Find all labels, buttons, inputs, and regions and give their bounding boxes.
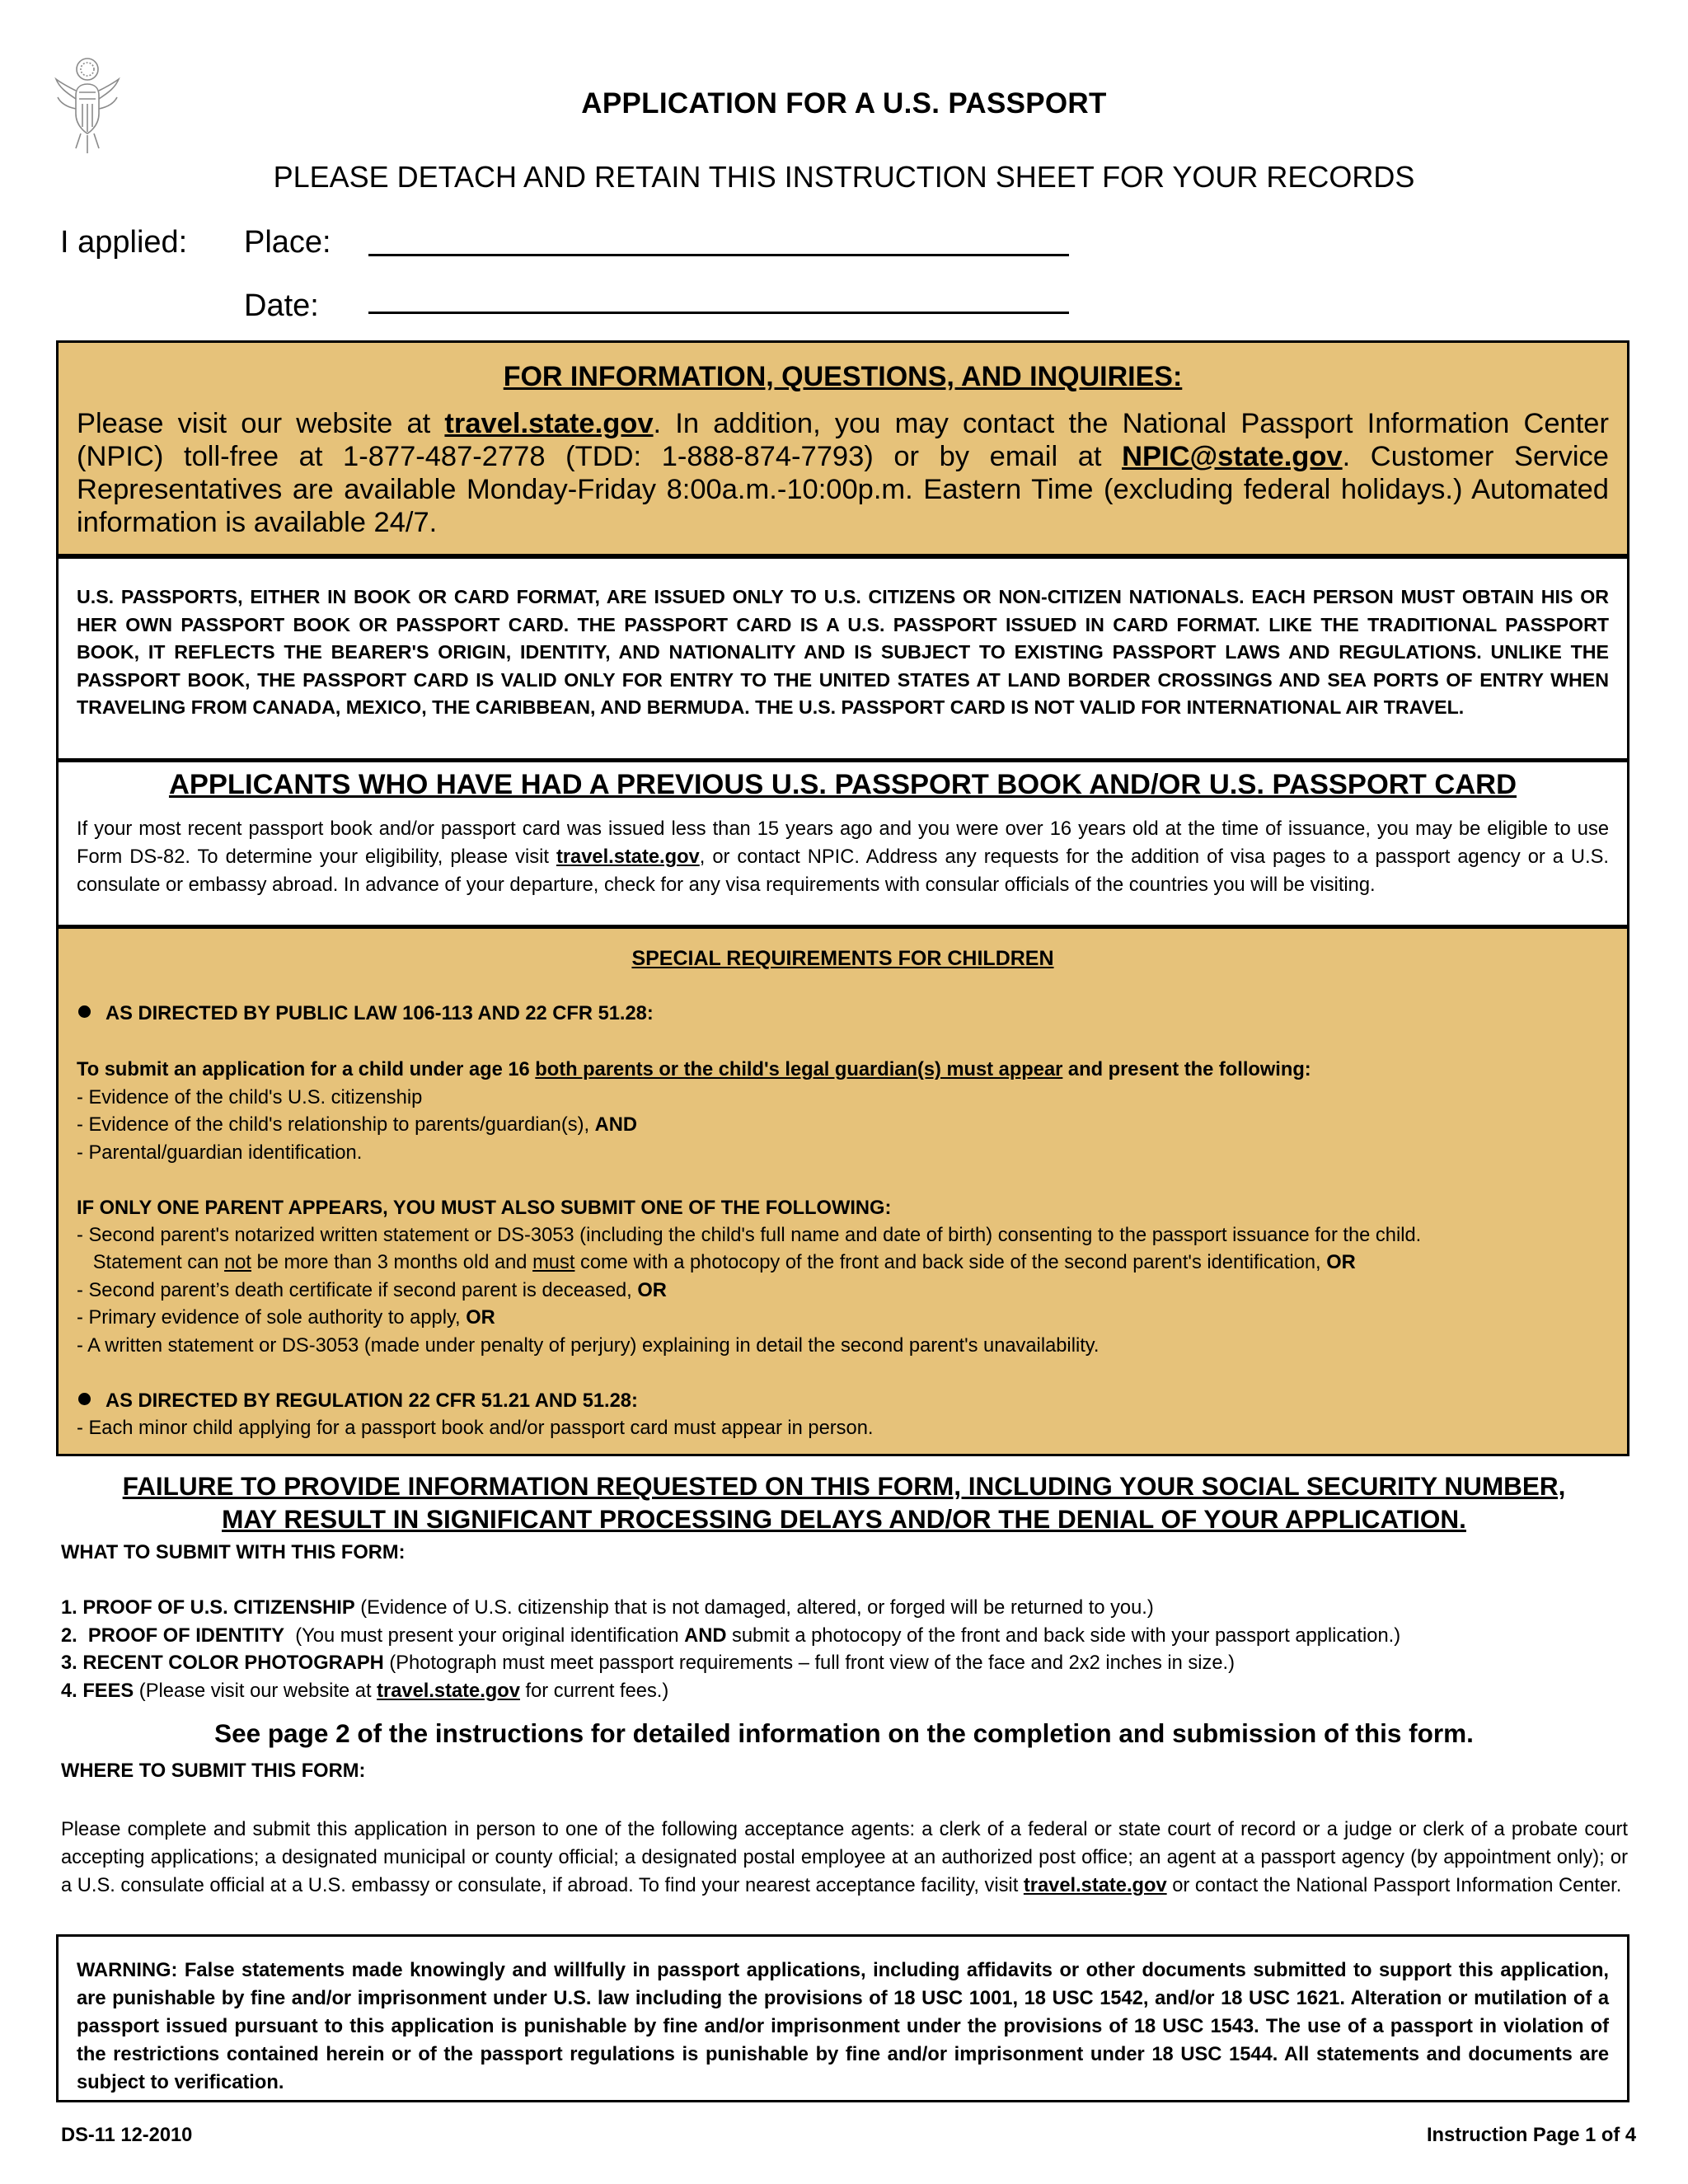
text-part: OR [1326,1252,1356,1273]
previous-text-part: If your most recent passport book and/or passport card was issued less than 15 years ago and you were over 16 years old at the time of issuance, you may be eligible to use Form DS-82. To determine your eligibility, please visit [77,818,1609,868]
list-item [61,1680,668,1703]
text-part: - Evidence of the child's relationship to parents/guardian(s), [77,1114,595,1136]
text-part: be more than 3 months old and [251,1252,533,1273]
place-label: Place: [244,225,331,260]
text-part: OR [637,1280,667,1301]
item-text: (Evidence of U.S. citizenship that is not damaged, altered, or forged will be returned to you.) [354,1597,1154,1619]
information-text-part: Please visit our website at [77,408,445,439]
see-page-note: See page 2 of the instructions for detailed information on the completion and submission of this form. [214,1718,1474,1748]
warning-text: WARNING: False statements made knowingly and willfully in passport applications, including affidavits or other documents submitted to support this application, are punishable by fine and/or imprisonment under U.S. law including the provisions of 18 USC 1001, 18 USC 1542, and/or 18 USC 1621. Alteration or mutilation of a passport issued pursuant to this application is punishable by fine and/or imprisonment under the provisions of 18 USC 1543. The use of a passport in violation of the restrictions contained herein or of the passport regulations is punishable by fine and/or imprisonment under 18 USC 1544. All statements and documents are subject to verification. [77,1960,1609,2093]
item-label: 2. PROOF OF IDENTITY [61,1625,285,1647]
website-link[interactable]: travel.state.gov [556,846,700,868]
list-item: - Parental/guardian identification. [77,1142,363,1164]
text-part: To submit an application for a child under age 16 [77,1059,536,1080]
one-parent-heading: IF ONLY ONE PARENT APPEARS, YOU MUST ALSO SUBMIT ONE OF THE FOLLOWING: [77,1197,892,1219]
list-item [77,1280,1619,1302]
passport-notice-box [56,556,1629,761]
item-text: (Please visit our website at [134,1680,377,1702]
list-item: - Evidence of the child's U.S. citizenship [77,1087,423,1108]
failure-notice-line-1: FAILURE TO PROVIDE INFORMATION REQUESTED ON THIS FORM, INCLUDING YOUR SOCIAL SECURITY NUMBER, [122,1471,1566,1501]
previous-passport-heading: APPLICANTS WHO HAVE HAD A PREVIOUS U.S. PASSPORT BOOK AND/OR U.S. PASSPORT CARD [168,769,1517,800]
passport-notice-text: U.S. PASSPORTS, EITHER IN BOOK OR CARD FORMAT, ARE ISSUED ONLY TO U.S. CITIZENS OR NON-CITIZEN NATIONALS. EACH PERSON MUST OBTAIN HIS OR HER OWN PASSPORT BOOK OR PASSPORT CARD. THE PASSPORT CARD IS A U.S. PASSPORT ISSUED IN CARD FORMAT. LIKE THE TRADITIONAL PASSPORT BOOK, IT REFLECTS THE BEARER'S ORIGIN, IDENTITY, AND NATIONALITY AND IS SUBJECT TO EXISTING PASSPORT LAWS AND REGULATIONS. UNLIKE THE PASSPORT BOOK, THE PASSPORT CARD IS VALID ONLY FOR ENTRY TO THE UNITED STATES AT LAND BORDER CROSSINGS AND SEA PORTS OF ENTRY WHEN TRAVELING FROM CANADA, MEXICO, THE CARIBBEAN, AND BERMUDA. THE U.S. PASSPORT CARD IS NOT VALID FOR INTERNATIONAL AIR TRAVEL. [77,586,1609,718]
text-part: not [224,1252,252,1273]
previous-passport-text [77,815,1609,899]
text-part: must [532,1252,575,1273]
list-item: - Each minor child applying for a passport book and/or passport card must appear in person. [77,1418,874,1439]
page-number: Instruction Page 1 of 4 [1426,2125,1636,2146]
text-part: AND [594,1114,637,1136]
what-to-submit-heading: WHAT TO SUBMIT WITH THIS FORM: [61,1542,406,1563]
date-input-line[interactable] [368,312,1069,314]
text-part: or contact the National Passport Information Center. [1166,1875,1622,1896]
text-part: - Second parent’s death certificate if second parent is deceased, [77,1280,638,1301]
bullet-text: AS DIRECTED BY PUBLIC LAW 106-113 AND 22 CFR 51.28: [106,1003,654,1024]
place-input-line[interactable] [368,254,1069,256]
where-to-submit-text [61,1816,1628,1900]
item-label: 4. FEES [61,1680,134,1702]
children-heading: SPECIAL REQUIREMENTS FOR CHILDREN [631,947,1054,970]
list-item [77,1307,1619,1329]
failure-notice-line-2: MAY RESULT IN SIGNIFICANT PROCESSING DELAYS AND/OR THE DENIAL OF YOUR APPLICATION. [222,1504,1466,1534]
item-text: for current fees.) [519,1680,669,1702]
information-box [56,340,1629,556]
information-text [77,407,1609,539]
text-part: Please complete and submit this application in person to one of the following acceptance agents: a clerk of a federal or state court of record or a judge or clerk of a probate court accepting applications; a designated municipal or county official; a designated postal employee at an authorized post office; an agent at a passport agency (by appointment only); or a U.S. consulate official at a U.S. embassy or consulate, if abroad. To find your nearest acceptance facility, visit [61,1819,1628,1896]
text-part: and present the following: [1062,1059,1311,1080]
list-item [77,1114,1619,1137]
item-text: submit a photocopy of the front and back side with your passport application.) [726,1625,1401,1647]
item-text: (Photograph must meet passport requirements – full front view of the face and 2x2 inches in size.) [383,1652,1236,1674]
list-item [77,1252,1619,1274]
information-text-part: . Customer Service Representatives are available Monday-Friday 8:00a.m.-10:00p.m. Eastern Time (excluding federal holidays.) Automated information is available 24/7. [77,441,1609,538]
page-subtitle: PLEASE DETACH AND RETAIN THIS INSTRUCTION SHEET FOR YOUR RECORDS [273,160,1415,194]
date-label: Date: [244,288,319,323]
text-part: come with a photocopy of the front and back side of the second parent's identification, [574,1252,1327,1273]
item-label: 1. PROOF OF U.S. CITIZENSHIP [61,1597,355,1619]
item-text: AND [684,1625,727,1647]
website-link[interactable]: travel.state.gov [377,1680,520,1702]
information-heading: FOR INFORMATION, QUESTIONS, AND INQUIRIES: [503,361,1183,392]
email-link[interactable]: NPIC@state.gov [1122,441,1343,472]
website-link[interactable]: travel.state.gov [444,408,654,439]
text-part: - Primary evidence of sole authority to apply, [77,1307,467,1329]
previous-passport-box [56,760,1629,927]
warning-box [56,1934,1629,2102]
bullet-icon [78,1005,91,1018]
page-title: APPLICATION FOR A U.S. PASSPORT [581,87,1107,120]
list-item [61,1652,1235,1675]
website-link[interactable]: travel.state.gov [1023,1875,1167,1896]
text-part: both parents or the child's legal guardian(s) must appear [535,1059,1063,1080]
bullet-text: AS DIRECTED BY REGULATION 22 CFR 51.21 AND 51.28: [106,1390,638,1412]
list-item [61,1597,1154,1619]
item-label: 3. RECENT COLOR PHOTOGRAPH [61,1652,384,1674]
bullet-icon [78,1393,91,1405]
bullet-regulation [77,1390,1619,1413]
list-item: - A written statement or DS-3053 (made under penalty of perjury) explaining in detail the second parent's unavailability. [77,1335,1100,1357]
where-to-submit-heading: WHERE TO SUBMIT THIS FORM: [61,1760,366,1782]
applied-label: I applied: [60,225,188,260]
text-part: Statement can [77,1252,225,1273]
bullet-public-law [77,1003,1619,1025]
submit-instruction [77,1059,1619,1081]
information-text-part: . In addition, you may contact the National Passport Information Center (NPIC) toll-free at 1-877-487-2778 (TDD: 1-888-874-7793) or by email at [77,408,1609,472]
list-item: - Second parent's notarized written statement or DS-3053 (including the child's full name and date of birth) consenting to the passport issuance for the child. [77,1225,1422,1246]
children-requirements-box [56,926,1629,1456]
text-part: OR [466,1307,495,1329]
item-text: (You must present your original identification [284,1625,685,1647]
list-item [61,1625,1400,1647]
form-id: DS-11 12-2010 [61,2125,193,2146]
previous-text-part: , or contact NPIC. Address any requests for the addition of visa pages to a passport agency or a U.S. consulate or embassy abroad. In advance of your departure, check for any visa requirements with consular officials of the countries you will be visiting. [77,846,1610,896]
